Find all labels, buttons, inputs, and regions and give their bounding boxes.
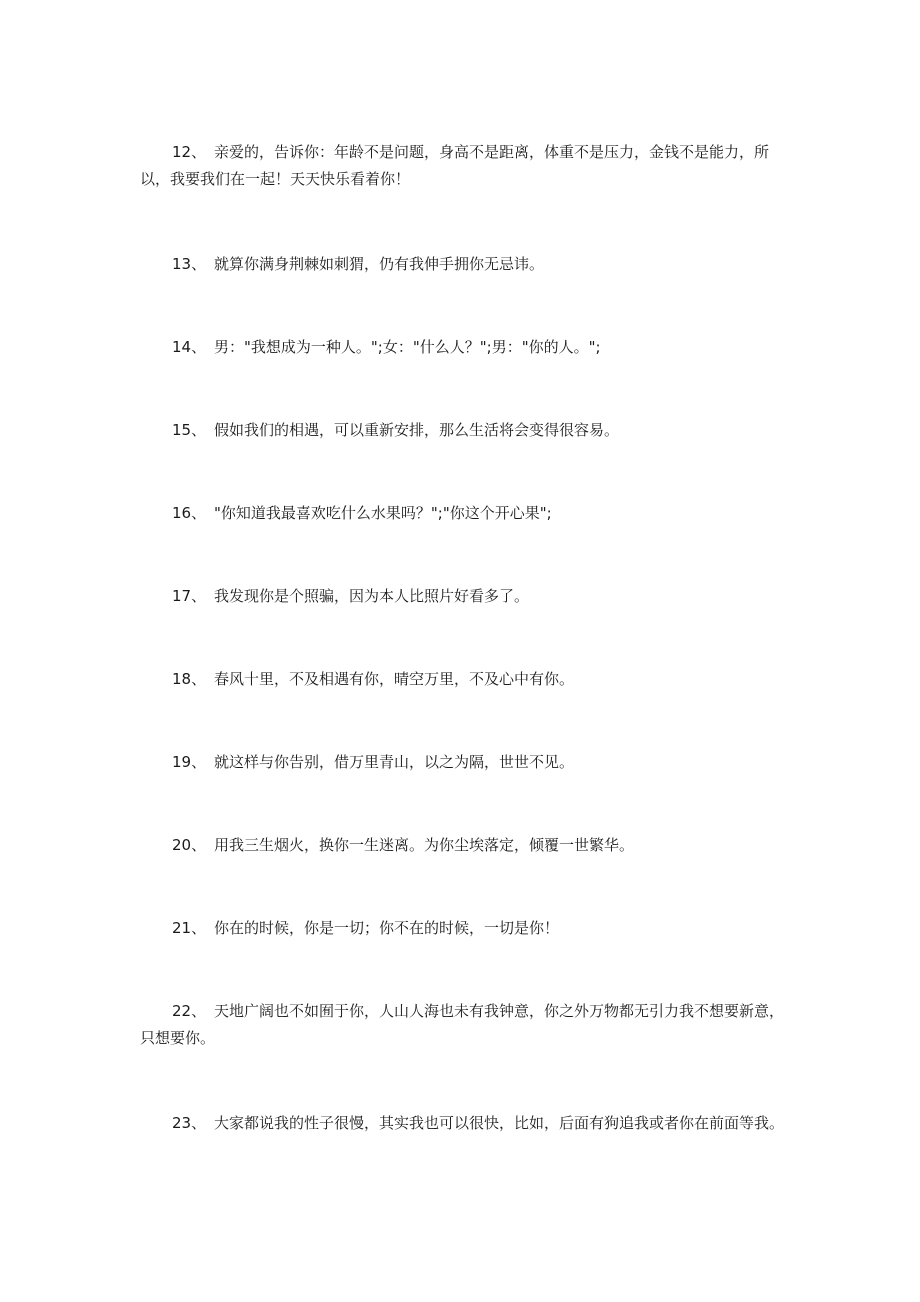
item-text: 我发现你是个照骗，因为本人比照片好看多了。 [214,587,530,605]
item-number: 23、 [172,1114,207,1132]
item-text: 就这样与你告别，借万里青山，以之为隔，世世不见。 [214,753,575,771]
item-text: "你知道我最喜欢吃什么水果吗？";"你这个开心果"; [214,504,552,522]
item-text: 亲爱的，告诉你：年龄不是问题，身高不是距离，体重不是压力，金钱不是能力，所以，我要我们在一起！天天快乐看着你！ [140,143,770,188]
item-number: 19、 [172,753,207,771]
list-item [140,583,790,610]
item-number: 22、 [172,1002,207,1020]
item-number: 20、 [172,836,207,854]
list-item [140,998,790,1052]
item-text: 大家都说我的性子很慢，其实我也可以很快，比如，后面有狗追我或者你在前面等我。 [214,1114,785,1132]
list-item [140,139,790,193]
item-number: 15、 [172,421,207,439]
item-number: 16、 [172,504,207,522]
list-item [140,832,790,859]
item-number: 12、 [172,143,207,161]
item-number: 21、 [172,919,207,937]
list-item [140,915,790,942]
item-text: 就算你满身荆棘如刺猬，仍有我伸手拥你无忌讳。 [214,255,545,273]
item-text: 天地广阔也不如囿于你，人山人海也未有我钟意，你之外万物都无引力我不想要新意，只想要你。 [140,1002,785,1047]
list-item [140,417,790,444]
item-number: 18、 [172,670,207,688]
item-text: 用我三生烟火，换你一生迷离。为你尘埃落定，倾覆一世繁华。 [214,836,635,854]
list-item [140,251,790,278]
item-text: 假如我们的相遇，可以重新安排，那么生活将会变得很容易。 [214,421,620,439]
item-number: 14、 [172,338,207,356]
item-number: 13、 [172,255,207,273]
list-item [140,666,790,693]
item-text: 你在的时候，你是一切；你不在的时候，一切是你！ [214,919,560,937]
item-number: 17、 [172,587,207,605]
list-item [140,749,790,776]
item-text: 春风十里，不及相遇有你，晴空万里，不及心中有你。 [214,670,575,688]
list-item [140,500,790,527]
list-item [140,1110,790,1137]
item-text: 男："我想成为一种人。";女："什么人？";男："你的人。"; [214,338,601,356]
list-item [140,334,790,361]
